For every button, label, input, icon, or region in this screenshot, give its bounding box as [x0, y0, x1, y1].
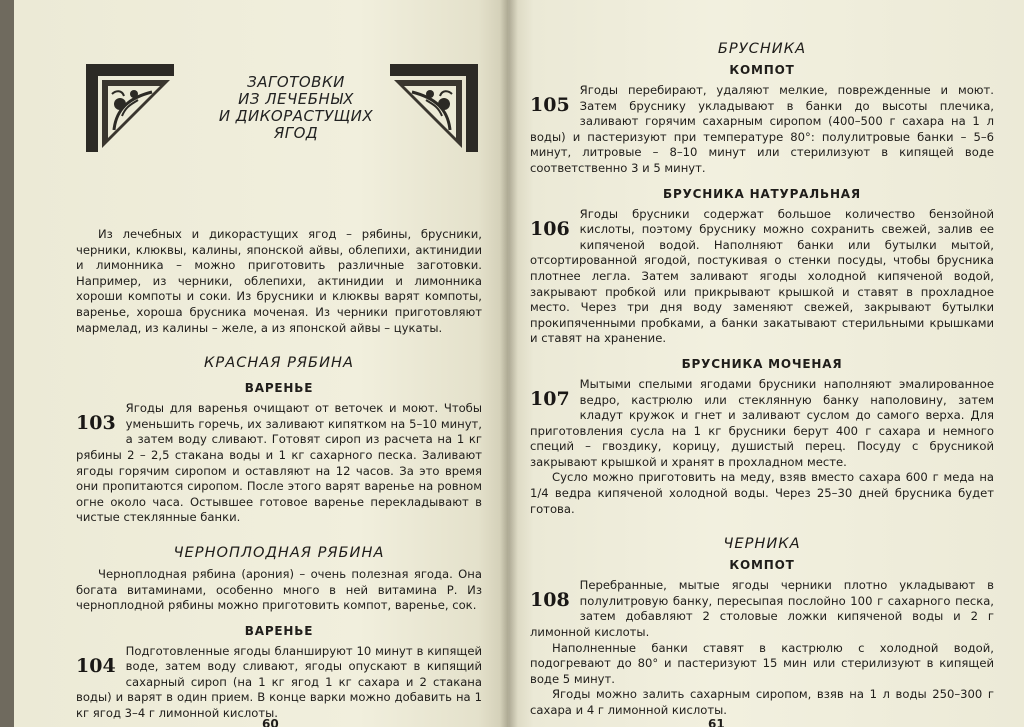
chapter-title-line-1: ЗАГОТОВКИ	[247, 73, 345, 91]
recipe-number: 104	[76, 654, 116, 677]
recipe-text: Перебранные, мытые ягоды черники плотно укладывают в полулитровую банку, пересыпая послойно 100 г сахарного песка, затем добавляют 2 столовые ложки кипяченой воды и 2 г лимонной кислоты.	[530, 578, 994, 640]
chapter-header	[76, 60, 482, 235]
recipe-107	[530, 377, 994, 517]
subsection-title-jam: ВАРЕНЬЕ	[244, 381, 314, 396]
recipe-text: Ягоды для варенья очищают от веточек и моют. Чтобы уменьшить горечь, их заливают кипятком на 5–10 минут, а затем воду сливают. Готовят сироп из расчета на 1 кг рябины 2 – 2,5 стакана воды и 1 кг сахарного песка. Заливают ягоды горячим сиропом и оставляют на 12 часов. За это время они пропитаются сиропом. После этого варят варенье на ровном огне около часа. Остывшее готовое варенье перекладывают в чистые стеклянные банки.	[76, 401, 482, 525]
section-title-lingonberry: БРУСНИКА	[717, 40, 807, 57]
recipe-103	[76, 401, 482, 526]
section-title-red-rowan: КРАСНАЯ РЯБИНА	[204, 354, 354, 372]
chapter-title-line-2: ИЗ ЛЕЧЕБНЫХ	[238, 90, 354, 108]
right-page	[508, 0, 1024, 727]
recipe-number: 106	[530, 217, 570, 240]
subsection-title-compote: КОМПОТ	[729, 558, 795, 573]
recipe-number: 105	[530, 94, 570, 116]
chapter-title-line-3: И ДИКОРАСТУЩИХ	[218, 107, 374, 125]
subsection-title-natural: БРУСНИКА НАТУРАЛЬНАЯ	[663, 186, 861, 201]
recipe-105	[530, 83, 994, 177]
recipe-text: Ягоды перебирают, удаляют мелкие, поврежденные и моют. Затем бруснику укладывают в банки до высоты плечика, заливают горячим сахарным сиропом (400–500 г сахара на 1 л воды) и пастеризуют при температуре 80°: полулитровые банки – 5–6 минут, литровые – 8–10 минут или стерилизуют в кипящей воде соответственно 3 и 5 минут.	[530, 83, 994, 175]
recipe-text-continued: Наполненные банки ставят в кастрюлю с холодной водой, подогревают до 80° и пастеризуют 15 мин или стерилизуют в кипящей воде 5 минут.	[530, 640, 994, 686]
recipe-106	[530, 207, 994, 347]
page-number: 61	[708, 717, 725, 727]
recipe-text-continued: Ягоды можно залить сахарным сиропом, взяв на 1 л воды 250–300 г сахара и 4 г лимонной кислоты.	[530, 687, 994, 717]
recipe-text: Подготовленные ягоды бланшируют 10 минут в кипящей воде, затем воду сливают, ягоды опускают в кипящий сахарный сироп (на 1 кг ягод 1 кг сахара и 2 стакана воды) и варят в один прием. В конце варки можно добавить на 1 кг ягод 3–4 г лимонной кислоты.	[76, 643, 482, 721]
recipe-number: 108	[530, 589, 570, 612]
subsection-title-compote: КОМПОТ	[729, 63, 795, 77]
recipe-108	[530, 578, 994, 718]
recipe-text: Мытыми спелыми ягодами брусники наполняют эмалированное ведро, кастрюлю или стеклянную банку наполовину, затем кладут кружок и гнет и заливают суслом до самого верха. Для приготовления сусла на 1 кг брусники берут 400 г сахара и немного специй – гвоздику, корицу, душистый перец. Посуду с брусникой закрывают крышкой и хранят в прохладном месте.	[530, 376, 994, 469]
recipe-104	[76, 644, 482, 722]
book-spine	[500, 0, 518, 727]
page-number: 60	[262, 717, 279, 727]
ornament-corner-right-icon	[386, 60, 482, 156]
recipe-text-continued: Сусло можно приготовить на меду, взяв вместо сахара 600 г меда на 1/4 ведра кипяченой холодной воды. Через 25–30 дней брусника будет готова.	[530, 470, 994, 516]
ornament-corner-left-icon	[82, 60, 178, 156]
chapter-title-line-4: ЯГОД	[273, 124, 319, 142]
recipe-number: 103	[76, 412, 116, 435]
recipe-number: 107	[530, 387, 570, 410]
chapter-intro: Из лечебных и дикорастущих ягод – рябины, брусники, черники, клюквы, калины, японской айвы, облепихи, актинидии и лимонника – можно приготовить различные заготовки. Например, из черники, облепихи, актинидии и лимонника хороши компоты и соки. Из брусники и клюквы варят компоты, варенье, хороша брусника моченая. Из черники приготовляют мармелад, из калины – желе, а из японской айвы – цукаты.	[76, 227, 482, 335]
section-title-chokeberry: ЧЕРНОПЛОДНАЯ РЯБИНА	[173, 543, 385, 561]
subsection-title-soaked: БРУСНИКА МОЧЕНАЯ	[681, 356, 843, 371]
section-intro: Черноплодная рябина (арония) – очень полезная ягода. Она богата витаминами, особенно много в ней витамина Р. Из черноплодной рябины можно приготовить компот, варенье, сок.	[76, 566, 482, 613]
left-page	[14, 0, 508, 727]
recipe-text: Ягоды брусники содержат большое количество бензойной кислоты, поэтому бруснику можно сохранить свежей, залив ее кипяченой водой. Наполняют банки или бутылки мытой, отсортированной ягодой, постукивая о стенки посуды, чтобы брусника плотнее легла. Затем заливают ягоды холодной кипяченой водой, закрывают пробкой или прикрывают крышкой и ставят в прохладное место. Через три дня воду заменяют свежей, закрывают бутылки прокипяченными пробками, а банки закатывают стерильными крышками и ставят на хранение.	[530, 206, 994, 346]
chapter-title	[196, 74, 396, 142]
subsection-title-jam: ВАРЕНЬЕ	[244, 623, 314, 638]
section-title-blueberry: ЧЕРНИКА	[723, 535, 801, 553]
